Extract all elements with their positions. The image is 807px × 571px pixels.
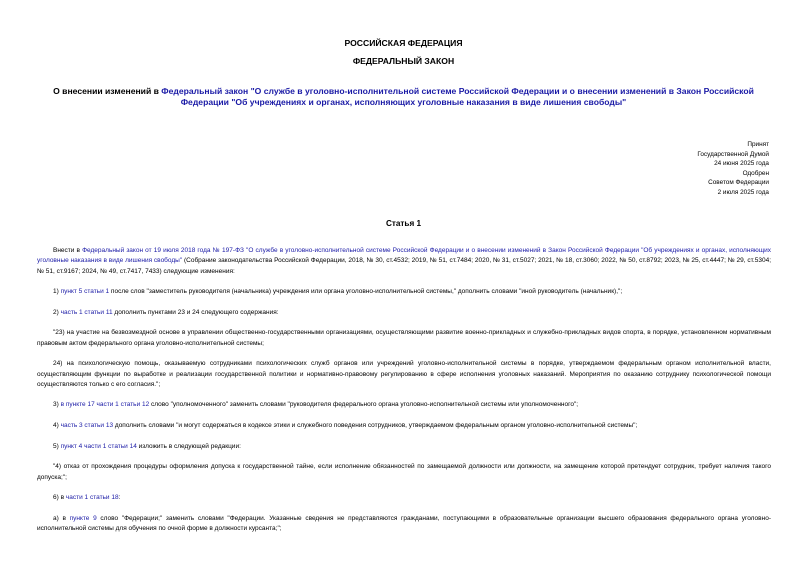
item-1: [37, 287, 771, 297]
item-6: [37, 493, 771, 503]
approved-line: Одобрен: [742, 169, 769, 177]
title-link[interactable]: Федеральный закон "О службе в уголовно-исполнительной системе Российской Федерации и о внесении изменений в Закон Российской Федерации "Об учреждениях и органах, исполняющих уголовные наказания в виде лишения свободы": [161, 86, 754, 107]
text: 3): [53, 401, 61, 409]
law-reference-link[interactable]: Федеральный закон от 19 июля 2018 года № 197-ФЗ "О службе в уголовно-исполнительной системе Российской Федерации и о внесении изменений в Закон Российской Федерации "Об учреждениях и органах, исполняющих уголовные наказания в виде лишения свободы": [37, 247, 771, 265]
item-2-clause-23: "23) на участие на безвозмездной основе в управлении общественно-государственными организациями, осуществляющими развитие военно-прикладных и служебно-прикладных видов спорта, в порядке, установленном нормативным правовым актом федерального органа уголовно-исполнительной системы;: [37, 329, 771, 347]
text: дополнить пунктами 23 и 24 следующего содержания:: [112, 308, 279, 316]
accepted-date: 24 июня 2025 года: [714, 160, 769, 168]
item-4-link[interactable]: часть 3 статьи 13: [60, 422, 114, 430]
accepted-by: Государственной Думой: [697, 150, 769, 158]
text: 5): [53, 442, 61, 450]
item-5-link[interactable]: пункт 4 части 1 статьи 14: [60, 442, 137, 450]
text: 6) в: [53, 494, 66, 502]
item-2-link[interactable]: часть 1 статьи 11: [60, 308, 113, 316]
article-heading: Статья 1: [385, 219, 422, 228]
law-title: [30, 86, 777, 108]
item-6a: [37, 514, 771, 535]
item-2: [37, 308, 771, 318]
text: 1): [53, 288, 61, 296]
text: а) в: [53, 514, 70, 522]
item-4: [37, 421, 771, 431]
text: слово "уполномоченного" заменить словами "руководителя федерального органа уголовно-исполнительной системы или уполномоченного";: [149, 401, 579, 409]
item-5-quote: "4) отказ от прохождения процедуры оформления допуска к государственной тайне, если исполнение обязанностей по замещаемой должности или должности, на замещение которой претендует сотрудник, требует наличия такого допуска;";: [37, 463, 771, 481]
acceptance-block: [697, 140, 769, 198]
accepted-line: Принят: [747, 141, 769, 148]
item-5: [37, 442, 771, 452]
title-prefix: О внесении изменений в: [53, 86, 162, 96]
item-1-link[interactable]: пункт 5 статьи 1: [60, 288, 110, 296]
text: после слов "заместитель руководителя (начальника) учреждения или органа уголовно-исполнительной системы," дополнить словами "иной руководитель (начальник),";: [109, 288, 623, 296]
text: (Собрание законодательства Российской Федерации, 2018, № 30, ст.4532; 2019, № 51, ст.7484; 2020, № 31, ст.5027; 2021, № 18, ст.3060; 2022, № 50, ст.8792; 2023, № 25, ст.4447; № 29, ст.5304; № 51, ст.9167; 2024, № 49, ст.7417, 7433) следующие изменения:: [37, 257, 771, 275]
text: 4): [53, 422, 61, 430]
text: изложить в следующей редакции:: [136, 442, 241, 450]
approved-date: 2 июля 2025 года: [717, 188, 769, 196]
item-2-clause-24: 24) на психологическую помощь, оказываемую сотрудниками психологических служб органов или учреждений уголовно-исполнительной системы в порядке, утверждаемом федеральным органом исполнительной власти, осуществляющим функции по выработке и реализации государственной политики и нормативно-правовому регулированию в сфере исполнения уголовных наказаний. Мероприятия по оказанию сотруднику психологической помощи осуществляются только с его согласия.";: [37, 360, 771, 388]
approved-by: Советом Федерации: [708, 179, 769, 187]
item-6a-link[interactable]: пункте 9: [69, 514, 97, 522]
text: слово "Федерации;" заменить словами "Федерации. Указанные сведения не представляются гражданами, поступающими в образовательные организации высшего образования федерального органа уголовно-исполнительной системы для обучения по очной форме в должности курсанта;";: [37, 514, 771, 533]
item-3-link[interactable]: в пункте 17 части 1 статьи 12: [60, 401, 150, 409]
text: дополнить словами "и могут содержаться в кодексе этики и служебного поведения сотрудников, утверждаемом федеральным органом уголовно-исполнительной системы";: [113, 422, 638, 430]
article-body: [37, 246, 771, 545]
text: 2): [53, 308, 61, 316]
item-6-link[interactable]: части 1 статьи 18: [65, 494, 119, 502]
text: :: [118, 494, 121, 502]
doc-type-heading: ФЕДЕРАЛЬНЫЙ ЗАКОН: [352, 56, 455, 66]
intro-paragraph: [37, 246, 771, 277]
item-3: [37, 400, 771, 410]
text: Внести в: [53, 247, 83, 254]
country-heading: РОССИЙСКАЯ ФЕДЕРАЦИЯ: [344, 38, 463, 48]
